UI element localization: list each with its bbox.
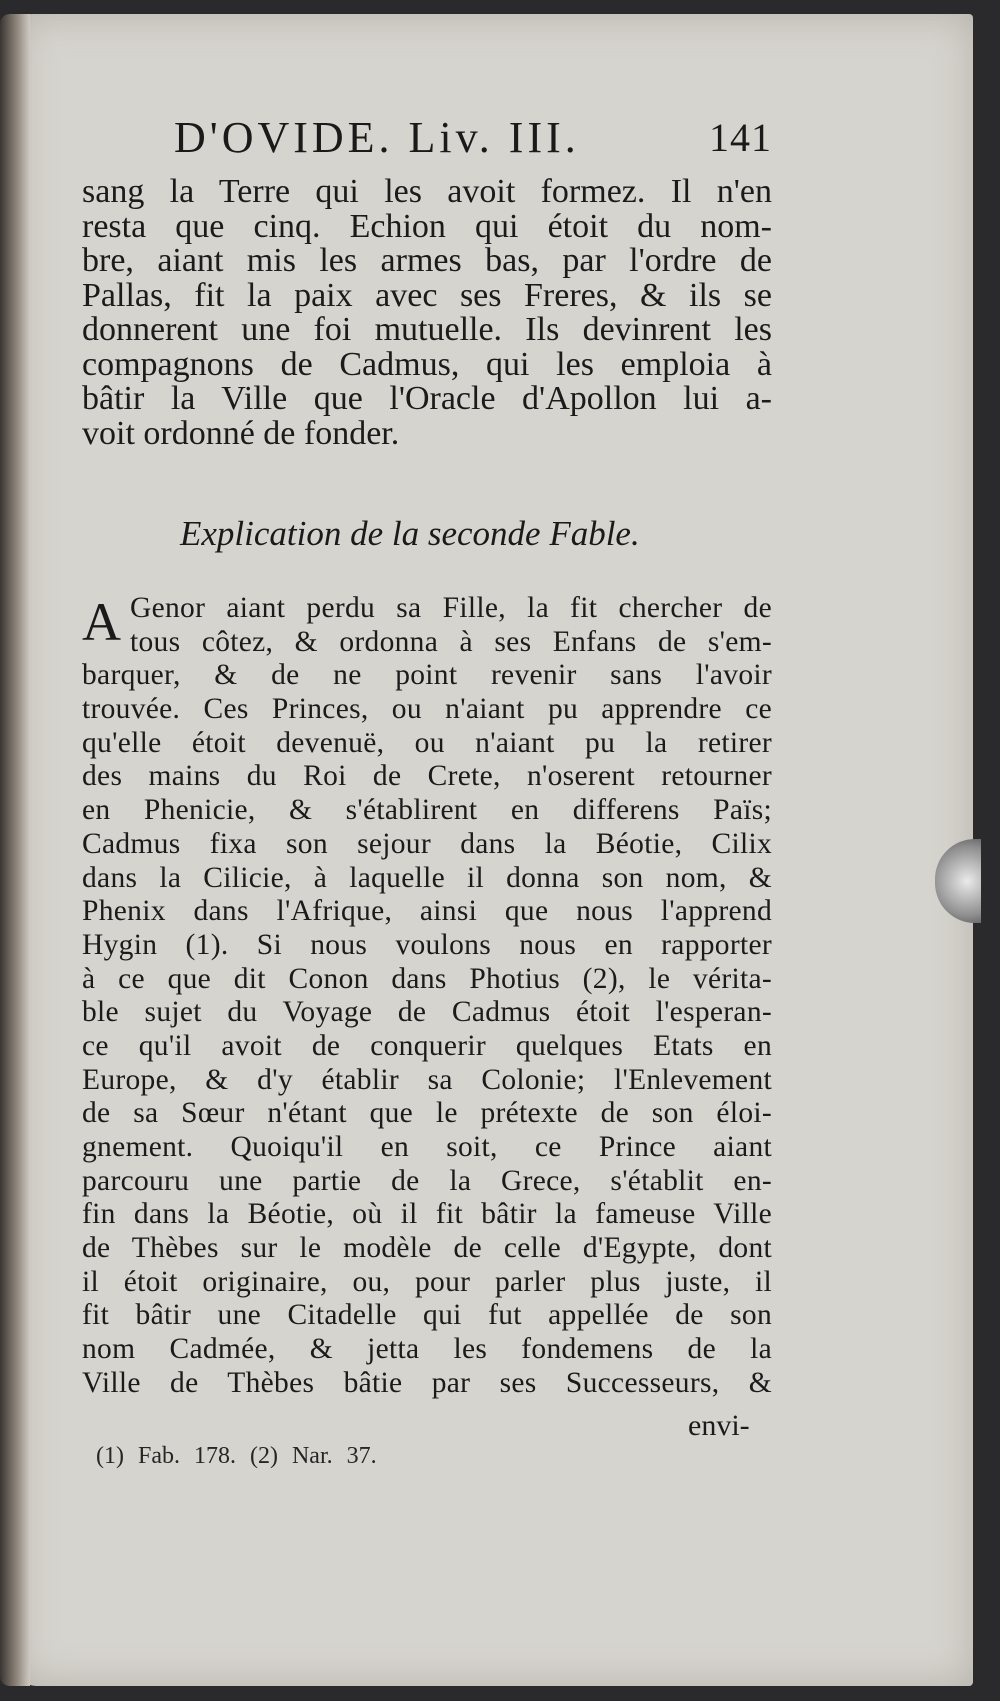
text-line: nom Cadmée, & jetta les fondemens de la [82,1333,772,1366]
text-line: bâtir la Ville que l'Oracle d'Apollon lui a- [82,380,772,417]
paragraph-1 [82,175,772,451]
catchword: envi- [688,1409,750,1442]
section-heading: Explication de la seconde Fable. [180,514,640,553]
text-line: bre, aiant mis les armes bas, par l'ordre de [82,242,772,279]
text-line: tous côtez, & ordonna à ses Enfans de s'em- [130,625,772,658]
page-clip [935,839,981,923]
running-head-title: D'OVIDE. Liv. III. [174,113,580,162]
text-line: voit ordonné de fonder. [82,414,400,452]
text-line: resta que cinq. Echion qui étoit du nom- [82,207,772,245]
text-line: qu'elle étoit devenuë, ou n'aiant pu la retirer [82,726,772,759]
text-line: Hygin (1). Si nous voulons nous en rapporter [82,928,772,961]
text-line: il étoit originaire, ou, pour parler plus juste, il [82,1265,772,1298]
text-line: Ville de Thèbes bâtie par ses Successeurs, & [82,1366,772,1399]
text-line: donnerent une foi mutuelle. Ils devinrent les [82,311,772,348]
text-line: des mains du Roi de Crete, n'oserent retourner [82,760,772,793]
text-line: de sa Sœur n'étant que le prétexte de son éloi- [82,1097,772,1130]
text-line: Europe, & d'y établir sa Colonie; l'Enlevement [82,1063,772,1096]
text-line: barquer, & de ne point revenir sans l'avoir [82,659,772,692]
text-line: de Thèbes sur le modèle de celle d'Egypte, dont [82,1232,772,1265]
text-line: gnement. Quoiqu'il en soit, ce Prince aiant [82,1131,772,1163]
text-line: sang la Terre qui les avoit formez. Il n'en [82,173,772,210]
text-line: fit bâtir une Citadelle qui fut appellée de son [82,1299,772,1332]
running-head [174,112,774,163]
text-line: Cadmus fixa son sejour dans la Béotie, Cilix [82,827,772,860]
text-line: Phenix dans l'Afrique, ainsi que nous l'apprend [82,895,772,928]
text-line: compagnons de Cadmus, qui les emploia à [82,345,772,383]
text-line: en Phenicie, & s'établirent en differens Païs; [82,794,772,827]
paragraph-2 [82,592,772,1401]
text-line: à ce que dit Conon dans Photius (2), le vérita- [82,962,772,995]
text-line: ce qu'il avoit de conquerir quelques Etats en [82,1029,772,1062]
text-line: dans la Cilicie, à laquelle il donna son nom, & [82,861,772,894]
text-line: Pallas, fit la paix avec ses Freres, & ils se [82,276,772,314]
footnotes: (1) Fab. 178. (2) Nar. 37. [96,1443,377,1469]
text-line: fin dans la Béotie, où il fit bâtir la fameuse Ville [82,1198,772,1231]
text-line: parcouru une partie de la Grece, s'établit en- [82,1164,772,1197]
page-number: 141 [709,115,772,160]
drop-cap: A [82,592,121,652]
text-line: Genor aiant perdu sa Fille, la fit chercher de [130,592,772,624]
text-line: trouvée. Ces Princes, ou n'aiant pu apprendre ce [82,693,772,726]
text-line: ble sujet du Voyage de Cadmus étoit l'esperan- [82,996,772,1029]
